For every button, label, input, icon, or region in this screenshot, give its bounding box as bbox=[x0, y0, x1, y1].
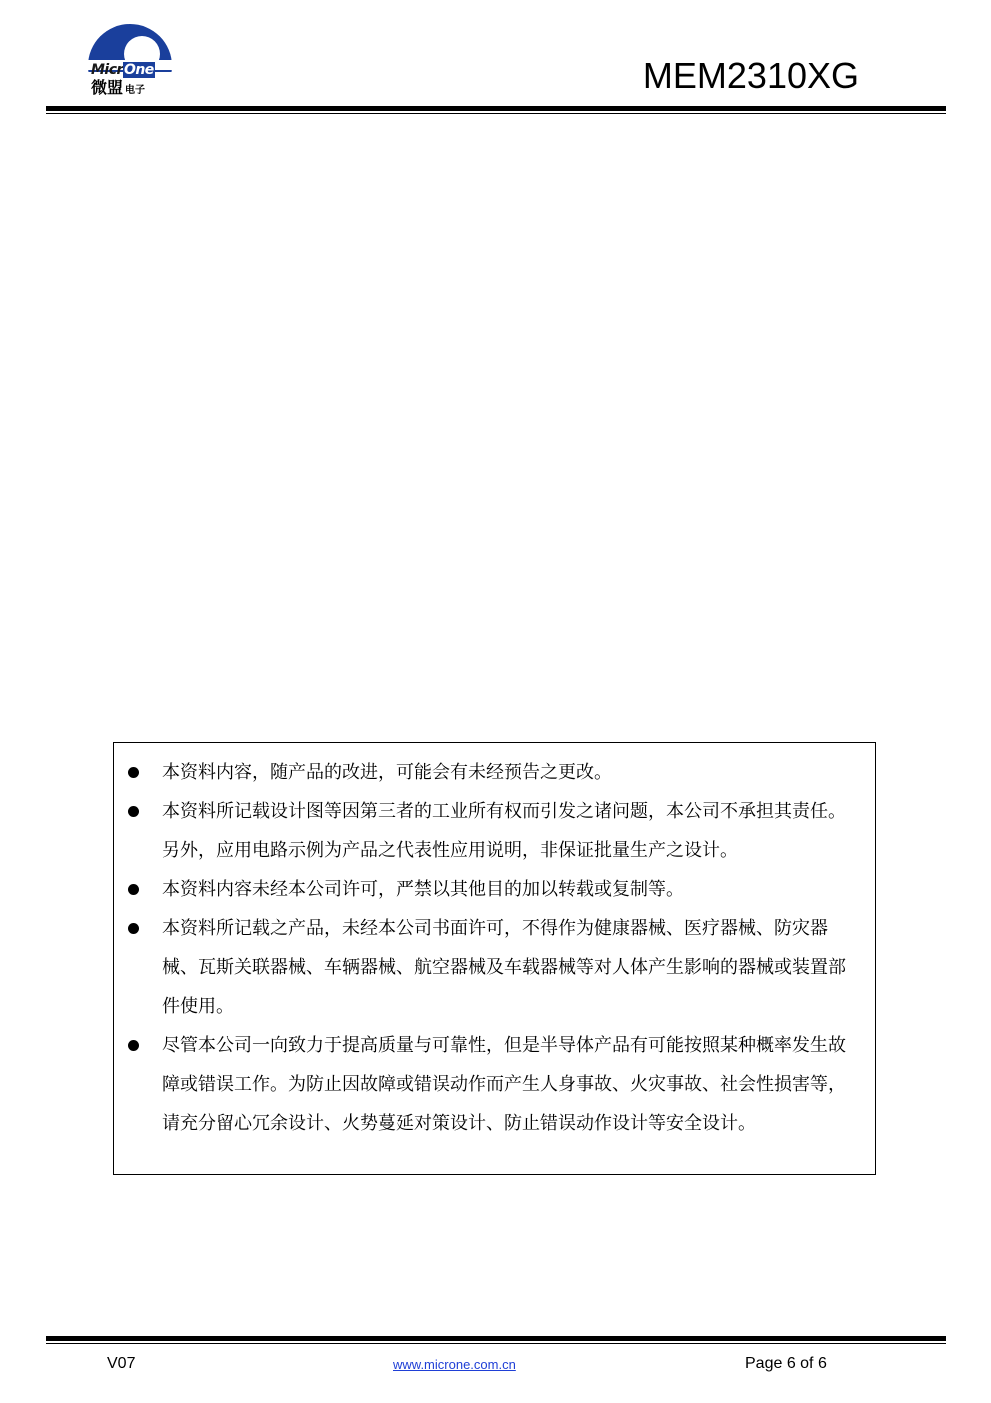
disclaimer-item: 本资料所记载之产品，未经本公司书面许可，不得作为健康器械、医疗器械、防灾器械、瓦斯关联器械、车辆器械、航空器械及车载器械等对人体产生影响的器械或装置部件使用。 bbox=[114, 909, 863, 1026]
bullet-icon bbox=[128, 923, 139, 934]
disclaimer-item: 本资料所记载设计图等因第三者的工业所有权而引发之诸问题，本公司不承担其责任。另外，应用电路示例为产品之代表性应用说明，非保证批量生产之设计。 bbox=[114, 792, 863, 870]
bullet-icon bbox=[128, 767, 139, 778]
bullet-icon bbox=[128, 806, 139, 817]
version-label: V07 bbox=[107, 1355, 136, 1372]
disclaimer-item: 本资料内容，随产品的改进，可能会有未经预告之更改。 bbox=[114, 753, 863, 792]
disclaimer-box bbox=[113, 742, 876, 1175]
footer-rule-thick bbox=[46, 1336, 946, 1341]
website-link[interactable]: www.microne.com.cn bbox=[393, 1357, 516, 1372]
header-rule-thin bbox=[46, 113, 946, 114]
bullet-icon bbox=[128, 1040, 139, 1051]
logo-text-en: MicrOne bbox=[91, 62, 154, 78]
disclaimer-item: 本资料内容未经本公司许可，严禁以其他目的加以转载或复制等。 bbox=[114, 870, 863, 909]
footer-rule-thin bbox=[46, 1343, 946, 1344]
disclaimer-item: 尽管本公司一向致力于提高质量与可靠性，但是半导体产品有可能按照某种概率发生故障或错误工作。为防止因故障或错误动作而产生人身事故、火灾事故、社会性损害等，请充分留心冗余设计、火势蔓延对策设计、防止错误动作设计等安全设计。 bbox=[114, 1026, 863, 1143]
header-rule-thick bbox=[46, 106, 946, 111]
page-number: Page 6 of 6 bbox=[745, 1355, 827, 1372]
logo-text-cn: 微盟 电子 bbox=[91, 78, 146, 97]
bullet-icon bbox=[128, 884, 139, 895]
document-title: MEM2310XG bbox=[642, 55, 859, 96]
disclaimer-list bbox=[114, 743, 875, 1143]
